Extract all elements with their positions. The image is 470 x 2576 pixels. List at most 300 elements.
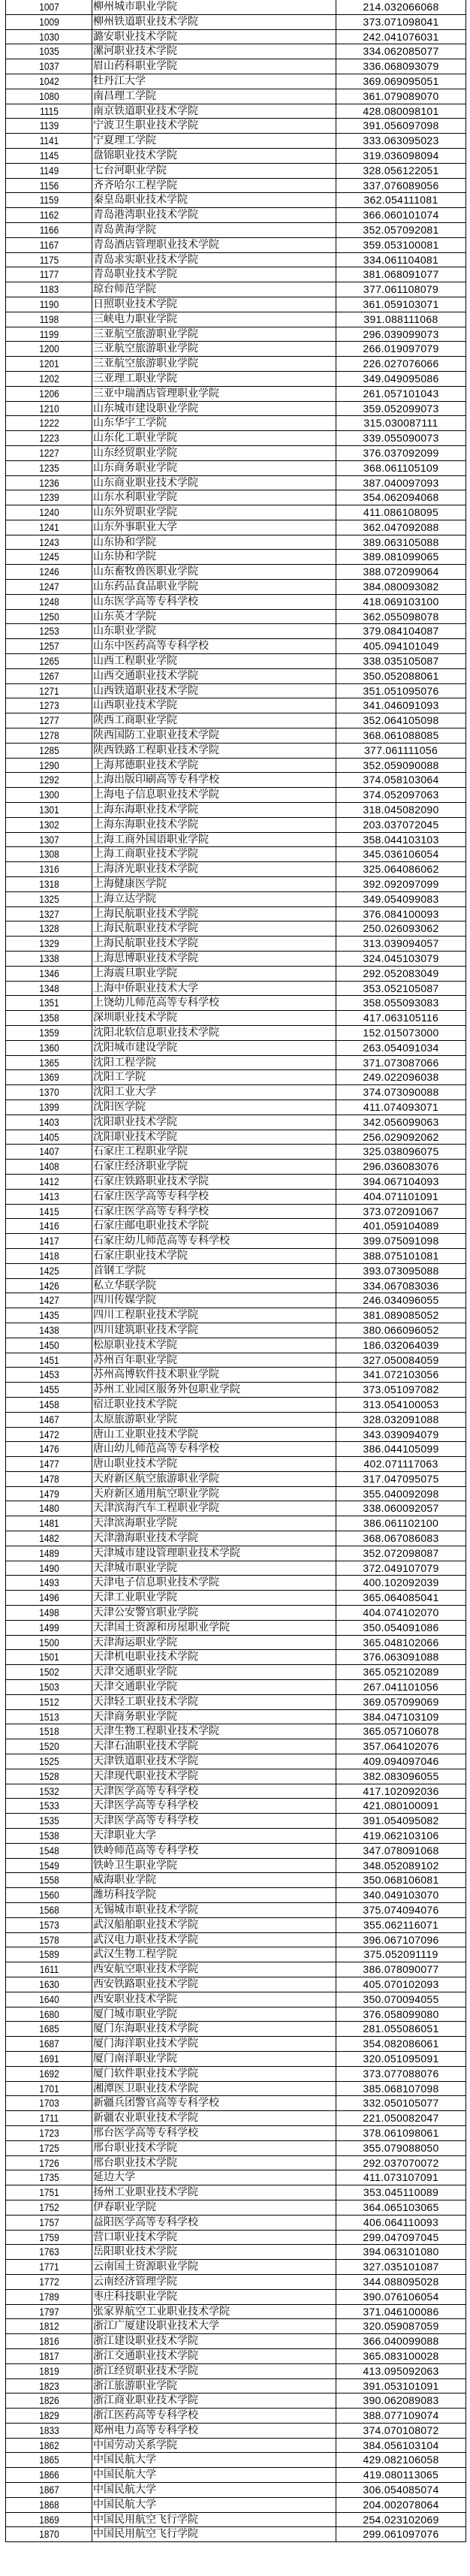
school-name-cell[interactable]: 三亚理工职业学院: [92, 371, 336, 386]
score-value-cell[interactable]: 394.067104093: [336, 1174, 466, 1189]
row-id-cell[interactable]: 1199: [12, 327, 86, 342]
score-value-cell[interactable]: 393.073095088: [336, 1263, 466, 1278]
score-value-cell[interactable]: 333.063095023: [336, 134, 466, 149]
row-id-cell[interactable]: 1438: [12, 1323, 86, 1338]
score-value-cell[interactable]: 376.063091088: [336, 1650, 466, 1665]
score-value-cell[interactable]: 317.047095075: [336, 1471, 466, 1486]
score-value-cell[interactable]: 334.062085077: [336, 44, 466, 59]
row-id-cell[interactable]: 1159: [12, 193, 86, 208]
school-name-cell[interactable]: 青岛黄海学院: [92, 222, 336, 237]
score-value-cell[interactable]: 418.069103100: [336, 594, 466, 609]
row-id-cell[interactable]: 1308: [12, 847, 86, 862]
school-name-cell[interactable]: 邢台职业技术学院: [92, 2140, 336, 2155]
score-value-cell[interactable]: 226.027076066: [336, 357, 466, 372]
row-id-cell[interactable]: 1797: [12, 2304, 86, 2319]
row-id-cell[interactable]: 1316: [12, 862, 86, 877]
school-name-cell[interactable]: 天津职业大学: [92, 1829, 336, 1844]
school-name-cell[interactable]: 营口职业技术学院: [92, 2230, 336, 2245]
score-value-cell[interactable]: 373.072091067: [336, 1204, 466, 1219]
score-value-cell[interactable]: 350.052088061: [336, 668, 466, 683]
score-value-cell[interactable]: 374.073090088: [336, 1085, 466, 1100]
score-value-cell[interactable]: 328.032091088: [336, 1412, 466, 1427]
row-id-cell[interactable]: 1691: [12, 2051, 86, 2066]
score-value-cell[interactable]: 338.060092057: [336, 1501, 466, 1516]
score-value-cell[interactable]: 388.075101081: [336, 1248, 466, 1263]
row-id-cell[interactable]: 1458: [12, 1397, 86, 1412]
row-id-cell[interactable]: 1477: [12, 1457, 86, 1472]
school-name-cell[interactable]: 邢台医学高等专科学校: [92, 2125, 336, 2140]
row-id-cell[interactable]: 1416: [12, 1219, 86, 1234]
score-value-cell[interactable]: 352.059090088: [336, 758, 466, 773]
score-value-cell[interactable]: 358.044103103: [336, 832, 466, 847]
school-name-cell[interactable]: 四川工程职业技术学院: [92, 1308, 336, 1323]
row-id-cell[interactable]: 1867: [12, 2483, 86, 2498]
school-name-cell[interactable]: 山东药品食品职业学院: [92, 580, 336, 595]
school-name-cell[interactable]: 中国民航大学: [92, 2497, 336, 2512]
row-id-cell[interactable]: 1493: [12, 1576, 86, 1591]
score-value-cell[interactable]: 292.052083049: [336, 966, 466, 981]
school-name-cell[interactable]: 张家界航空工业职业技术学院: [92, 2304, 336, 2319]
row-id-cell[interactable]: 1640: [12, 1992, 86, 2007]
row-id-cell[interactable]: 1789: [12, 2289, 86, 2304]
row-id-cell[interactable]: 1425: [12, 1263, 86, 1278]
school-name-cell[interactable]: 石家庄医学高等专科学校: [92, 1189, 336, 1204]
row-id-cell[interactable]: 1611: [12, 1962, 86, 1977]
row-id-cell[interactable]: 1503: [12, 1680, 86, 1695]
row-id-cell[interactable]: 1080: [12, 89, 86, 104]
score-value-cell[interactable]: 389.063105088: [336, 535, 466, 550]
score-value-cell[interactable]: 352.057092081: [336, 222, 466, 237]
school-name-cell[interactable]: 上海东海职业技术学院: [92, 817, 336, 832]
school-name-cell[interactable]: 潍坊科技学院: [92, 1888, 336, 1903]
row-id-cell[interactable]: 1630: [12, 1977, 86, 1992]
score-value-cell[interactable]: 350.068106081: [336, 1873, 466, 1888]
score-value-cell[interactable]: 354.082086061: [336, 2037, 466, 2052]
row-id-cell[interactable]: 1239: [12, 490, 86, 505]
score-value-cell[interactable]: 405.094101049: [336, 639, 466, 654]
row-id-cell[interactable]: 1816: [12, 2334, 86, 2349]
score-value-cell[interactable]: 402.071117063: [336, 1457, 466, 1472]
school-name-cell[interactable]: 天津轻工职业技术学院: [92, 1694, 336, 1709]
row-id-cell[interactable]: 1476: [12, 1442, 86, 1457]
school-name-cell[interactable]: 山西铁道职业技术学院: [92, 683, 336, 698]
school-name-cell[interactable]: 山东英才学院: [92, 609, 336, 624]
school-name-cell[interactable]: 唐山职业技术学院: [92, 1457, 336, 1472]
school-name-cell[interactable]: 山东化工职业学院: [92, 431, 336, 446]
row-id-cell[interactable]: 1141: [12, 134, 86, 149]
row-id-cell[interactable]: 1498: [12, 1606, 86, 1621]
score-value-cell[interactable]: 261.057101043: [336, 386, 466, 401]
score-value-cell[interactable]: 374.052097063: [336, 788, 466, 803]
school-name-cell[interactable]: 威海职业学院: [92, 1873, 336, 1888]
school-name-cell[interactable]: 山东水利职业学院: [92, 490, 336, 505]
score-value-cell[interactable]: 296.039099073: [336, 327, 466, 342]
score-value-cell[interactable]: 318.045082090: [336, 803, 466, 818]
row-id-cell[interactable]: 1417: [12, 1234, 86, 1249]
row-id-cell[interactable]: 1369: [12, 1070, 86, 1085]
school-name-cell[interactable]: 云南国土资源职业学院: [92, 2260, 336, 2275]
school-name-cell[interactable]: 天津现代职业技术学院: [92, 1769, 336, 1784]
score-value-cell[interactable]: 413.095092063: [336, 2363, 466, 2378]
score-value-cell[interactable]: 203.037072045: [336, 817, 466, 832]
score-value-cell[interactable]: 324.045103079: [336, 952, 466, 967]
row-id-cell[interactable]: 1589: [12, 1947, 86, 1962]
school-name-cell[interactable]: 天津公安警官职业学院: [92, 1606, 336, 1621]
score-value-cell[interactable]: 221.050082047: [336, 2111, 466, 2126]
row-id-cell[interactable]: 1210: [12, 401, 86, 416]
score-value-cell[interactable]: 362.047092088: [336, 520, 466, 535]
score-value-cell[interactable]: 359.052099073: [336, 401, 466, 416]
school-name-cell[interactable]: 西安铁路职业技术学院: [92, 1977, 336, 1992]
row-id-cell[interactable]: 1823: [12, 2378, 86, 2394]
score-value-cell[interactable]: 349.054099083: [336, 891, 466, 906]
row-id-cell[interactable]: 1772: [12, 2274, 86, 2289]
school-name-cell[interactable]: 石家庄铁路职业技术学院: [92, 1174, 336, 1189]
row-id-cell[interactable]: 1149: [12, 163, 86, 178]
school-name-cell[interactable]: 苏州工业园区服务外包职业学院: [92, 1383, 336, 1398]
score-value-cell[interactable]: 366.040099088: [336, 2334, 466, 2349]
score-value-cell[interactable]: 339.055090073: [336, 431, 466, 446]
row-id-cell[interactable]: 1478: [12, 1471, 86, 1486]
row-id-cell[interactable]: 1351: [12, 996, 86, 1011]
score-value-cell[interactable]: 417.102092036: [336, 1784, 466, 1799]
school-name-cell[interactable]: 上海民航职业技术学院: [92, 937, 336, 952]
row-id-cell[interactable]: 1035: [12, 44, 86, 59]
row-id-cell[interactable]: 1167: [12, 237, 86, 252]
score-value-cell[interactable]: 421.080100091: [336, 1799, 466, 1814]
score-value-cell[interactable]: 299.061097076: [336, 2527, 466, 2542]
score-value-cell[interactable]: 266.019097079: [336, 342, 466, 357]
school-name-cell[interactable]: 沈阳城市建设学院: [92, 1040, 336, 1055]
row-id-cell[interactable]: 1301: [12, 803, 86, 818]
score-value-cell[interactable]: 419.080113065: [336, 2468, 466, 2483]
school-name-cell[interactable]: 上饶幼儿师范高等专科学校: [92, 996, 336, 1011]
row-id-cell[interactable]: 1455: [12, 1383, 86, 1398]
school-name-cell[interactable]: 首钢工学院: [92, 1263, 336, 1278]
row-id-cell[interactable]: 1399: [12, 1099, 86, 1115]
row-id-cell[interactable]: 1533: [12, 1799, 86, 1814]
score-value-cell[interactable]: 350.070094055: [336, 1992, 466, 2007]
row-id-cell[interactable]: 1528: [12, 1769, 86, 1784]
row-id-cell[interactable]: 1703: [12, 2096, 86, 2111]
row-id-cell[interactable]: 1257: [12, 639, 86, 654]
score-value-cell[interactable]: 328.056122051: [336, 163, 466, 178]
score-value-cell[interactable]: 349.049095086: [336, 371, 466, 386]
row-id-cell[interactable]: 1327: [12, 906, 86, 922]
school-name-cell[interactable]: 秦皇岛职业技术学院: [92, 193, 336, 208]
row-id-cell[interactable]: 1250: [12, 609, 86, 624]
row-id-cell[interactable]: 1408: [12, 1160, 86, 1175]
row-id-cell[interactable]: 1278: [12, 728, 86, 744]
score-value-cell[interactable]: 340.049103070: [336, 1888, 466, 1903]
school-name-cell[interactable]: 柳州铁道职业技术学院: [92, 14, 336, 29]
school-name-cell[interactable]: 私立华联学院: [92, 1278, 336, 1293]
score-value-cell[interactable]: 384.056103104: [336, 2438, 466, 2453]
score-value-cell[interactable]: 352.064105098: [336, 713, 466, 728]
school-name-cell[interactable]: 四川传媒学院: [92, 1293, 336, 1308]
score-value-cell[interactable]: 394.063101080: [336, 2245, 466, 2260]
score-value-cell[interactable]: 368.061088085: [336, 728, 466, 744]
school-name-cell[interactable]: 山东中医药高等专科学校: [92, 639, 336, 654]
row-id-cell[interactable]: 1870: [12, 2527, 86, 2542]
row-id-cell[interactable]: 1359: [12, 1025, 86, 1040]
school-name-cell[interactable]: 上海电子信息职业技术学院: [92, 788, 336, 803]
school-name-cell[interactable]: 枣庄科技职业学院: [92, 2289, 336, 2304]
row-id-cell[interactable]: 1370: [12, 1085, 86, 1100]
school-name-cell[interactable]: 石家庄经济职业学院: [92, 1160, 336, 1175]
row-id-cell[interactable]: 1500: [12, 1635, 86, 1650]
row-id-cell[interactable]: 1480: [12, 1501, 86, 1516]
row-id-cell[interactable]: 1200: [12, 342, 86, 357]
score-value-cell[interactable]: 375.052091119: [336, 1947, 466, 1962]
school-name-cell[interactable]: 陕西工商职业学院: [92, 713, 336, 728]
school-name-cell[interactable]: 天津医学高等专科学校: [92, 1784, 336, 1799]
school-name-cell[interactable]: 漯河职业技术学院: [92, 44, 336, 59]
school-name-cell[interactable]: 浙江建设职业技术学院: [92, 2334, 336, 2349]
school-name-cell[interactable]: 山东商业职业技术学院: [92, 475, 336, 490]
row-id-cell[interactable]: 1413: [12, 1189, 86, 1204]
school-name-cell[interactable]: 中国民用航空飞行学院: [92, 2512, 336, 2527]
school-name-cell[interactable]: 唐山幼儿师范高等专科学校: [92, 1442, 336, 1457]
score-value-cell[interactable]: 381.089085052: [336, 1308, 466, 1323]
row-id-cell[interactable]: 1868: [12, 2497, 86, 2512]
row-id-cell[interactable]: 1243: [12, 535, 86, 550]
row-id-cell[interactable]: 1453: [12, 1368, 86, 1383]
row-id-cell[interactable]: 1365: [12, 1055, 86, 1070]
score-value-cell[interactable]: 373.051097082: [336, 1383, 466, 1398]
score-value-cell[interactable]: 315.030087111: [336, 416, 466, 431]
score-value-cell[interactable]: 376.084100093: [336, 906, 466, 922]
score-value-cell[interactable]: 428.080098101: [336, 104, 466, 119]
row-id-cell[interactable]: 1307: [12, 832, 86, 847]
score-value-cell[interactable]: 353.052105087: [336, 981, 466, 996]
row-id-cell[interactable]: 1300: [12, 788, 86, 803]
score-value-cell[interactable]: 364.065103065: [336, 2200, 466, 2215]
row-id-cell[interactable]: 1450: [12, 1338, 86, 1353]
school-name-cell[interactable]: 上海民航职业技术学院: [92, 922, 336, 937]
school-name-cell[interactable]: 天津城市职业学院: [92, 1561, 336, 1576]
school-name-cell[interactable]: 厦门城市职业学院: [92, 2007, 336, 2022]
row-id-cell[interactable]: 1833: [12, 2423, 86, 2438]
school-name-cell[interactable]: 扬州工业职业技术学院: [92, 2185, 336, 2200]
score-value-cell[interactable]: 387.040097093: [336, 475, 466, 490]
score-value-cell[interactable]: 355.079088050: [336, 2140, 466, 2155]
school-name-cell[interactable]: 山东协和学院: [92, 535, 336, 550]
score-value-cell[interactable]: 296.036083076: [336, 1160, 466, 1175]
school-name-cell[interactable]: 厦门东海职业技术学院: [92, 2022, 336, 2037]
row-id-cell[interactable]: 1751: [12, 2185, 86, 2200]
row-id-cell[interactable]: 1403: [12, 1115, 86, 1130]
score-value-cell[interactable]: 336.068093079: [336, 59, 466, 74]
row-id-cell[interactable]: 1223: [12, 431, 86, 446]
school-name-cell[interactable]: 浙江旅游职业学院: [92, 2378, 336, 2394]
school-name-cell[interactable]: 天津电子信息职业技术学院: [92, 1576, 336, 1591]
score-value-cell[interactable]: 361.059103071: [336, 297, 466, 312]
row-id-cell[interactable]: 1735: [12, 2170, 86, 2185]
score-value-cell[interactable]: 350.054091086: [336, 1620, 466, 1635]
row-id-cell[interactable]: 1558: [12, 1873, 86, 1888]
row-id-cell[interactable]: 1502: [12, 1665, 86, 1680]
school-name-cell[interactable]: 上海震旦职业学院: [92, 966, 336, 981]
score-value-cell[interactable]: 388.077109074: [336, 2409, 466, 2424]
row-id-cell[interactable]: 1771: [12, 2260, 86, 2275]
school-name-cell[interactable]: 武汉船舶职业技术学院: [92, 1917, 336, 1932]
school-name-cell[interactable]: 山东医学高等专科学校: [92, 594, 336, 609]
score-value-cell[interactable]: 347.078091068: [336, 1843, 466, 1858]
school-name-cell[interactable]: 天府新区航空旅游职业学院: [92, 1471, 336, 1486]
score-value-cell[interactable]: 390.076106054: [336, 2289, 466, 2304]
score-value-cell[interactable]: 345.036106054: [336, 847, 466, 862]
row-id-cell[interactable]: 1328: [12, 922, 86, 937]
row-id-cell[interactable]: 1829: [12, 2409, 86, 2424]
row-id-cell[interactable]: 1568: [12, 1903, 86, 1918]
school-name-cell[interactable]: 松原职业技术学院: [92, 1338, 336, 1353]
score-value-cell[interactable]: 375.074094076: [336, 1903, 466, 1918]
school-name-cell[interactable]: 盘锦职业技术学院: [92, 148, 336, 163]
school-name-cell[interactable]: 中国民航大学: [92, 2453, 336, 2468]
score-value-cell[interactable]: 378.061098061: [336, 2125, 466, 2140]
score-value-cell[interactable]: 281.055086051: [336, 2022, 466, 2037]
row-id-cell[interactable]: 1496: [12, 1591, 86, 1606]
school-name-cell[interactable]: 眉山药科职业学院: [92, 59, 336, 74]
school-name-cell[interactable]: 三亚航空旅游职业学院: [92, 342, 336, 357]
score-value-cell[interactable]: 365.064085041: [336, 1591, 466, 1606]
school-name-cell[interactable]: 上海思博职业技术学院: [92, 952, 336, 967]
score-value-cell[interactable]: 401.059104089: [336, 1219, 466, 1234]
school-name-cell[interactable]: 三亚航空旅游职业学院: [92, 357, 336, 372]
row-id-cell[interactable]: 1290: [12, 758, 86, 773]
school-name-cell[interactable]: 武汉电力职业技术学院: [92, 1932, 336, 1947]
row-id-cell[interactable]: 1501: [12, 1650, 86, 1665]
score-value-cell[interactable]: 341.046091093: [336, 698, 466, 713]
school-name-cell[interactable]: 上海中侨职业技术大学: [92, 981, 336, 996]
row-id-cell[interactable]: 1236: [12, 475, 86, 490]
score-value-cell[interactable]: 391.088111068: [336, 312, 466, 327]
school-name-cell[interactable]: 石家庄幼儿师范高等专科学校: [92, 1234, 336, 1249]
school-name-cell[interactable]: 石家庄工程职业学院: [92, 1145, 336, 1160]
score-value-cell[interactable]: 256.029092062: [336, 1130, 466, 1145]
school-name-cell[interactable]: 山西交通职业技术学院: [92, 668, 336, 683]
school-name-cell[interactable]: 陕西国防工业职业技术学院: [92, 728, 336, 744]
school-name-cell[interactable]: 西安航空职业技术学院: [92, 1962, 336, 1977]
school-name-cell[interactable]: 天津机电职业技术学院: [92, 1650, 336, 1665]
score-value-cell[interactable]: 359.053100081: [336, 237, 466, 252]
score-value-cell[interactable]: 369.057099069: [336, 1694, 466, 1709]
school-name-cell[interactable]: 山西工程职业学院: [92, 654, 336, 669]
row-id-cell[interactable]: 1752: [12, 2200, 86, 2215]
score-value-cell[interactable]: 386.044105099: [336, 1442, 466, 1457]
school-name-cell[interactable]: 厦门南洋职业学院: [92, 2051, 336, 2066]
school-name-cell[interactable]: 石家庄医学高等专科学校: [92, 1204, 336, 1219]
score-value-cell[interactable]: 362.054111081: [336, 193, 466, 208]
school-name-cell[interactable]: 柳州城市职业学院: [92, 0, 336, 14]
row-id-cell[interactable]: 1265: [12, 654, 86, 669]
row-id-cell[interactable]: 1302: [12, 817, 86, 832]
school-name-cell[interactable]: 天津医学高等专科学校: [92, 1814, 336, 1829]
school-name-cell[interactable]: 天津石油职业技术学院: [92, 1739, 336, 1754]
row-id-cell[interactable]: 1360: [12, 1040, 86, 1055]
row-id-cell[interactable]: 1481: [12, 1516, 86, 1531]
row-id-cell[interactable]: 1512: [12, 1694, 86, 1709]
school-name-cell[interactable]: 湘潭医卫职业技术学院: [92, 2081, 336, 2096]
school-name-cell[interactable]: 新疆兵团警官高等专科学校: [92, 2096, 336, 2111]
row-id-cell[interactable]: 1202: [12, 371, 86, 386]
score-value-cell[interactable]: 254.023102069: [336, 2512, 466, 2527]
row-id-cell[interactable]: 1348: [12, 981, 86, 996]
school-name-cell[interactable]: 上海立达学院: [92, 891, 336, 906]
school-name-cell[interactable]: 沈阳医学院: [92, 1099, 336, 1115]
score-value-cell[interactable]: 353.045110089: [336, 2185, 466, 2200]
score-value-cell[interactable]: 386.061102100: [336, 1516, 466, 1531]
school-name-cell[interactable]: 中国民用航空飞行学院: [92, 2527, 336, 2542]
score-value-cell[interactable]: 319.036098094: [336, 148, 466, 163]
score-value-cell[interactable]: 382.083096055: [336, 1769, 466, 1784]
row-id-cell[interactable]: 1525: [12, 1754, 86, 1769]
school-name-cell[interactable]: 苏州百年职业学院: [92, 1353, 336, 1368]
score-value-cell[interactable]: 355.062116071: [336, 1917, 466, 1932]
score-value-cell[interactable]: 377.061108079: [336, 282, 466, 297]
row-id-cell[interactable]: 1240: [12, 505, 86, 520]
school-name-cell[interactable]: 上海出版印刷高等专科学校: [92, 773, 336, 788]
row-id-cell[interactable]: 1427: [12, 1293, 86, 1308]
score-value-cell[interactable]: 313.054100053: [336, 1397, 466, 1412]
school-name-cell[interactable]: 山东经贸职业学院: [92, 445, 336, 460]
score-value-cell[interactable]: 371.073087066: [336, 1055, 466, 1070]
school-name-cell[interactable]: 沈阳职业技术学院: [92, 1130, 336, 1145]
score-value-cell[interactable]: 358.055093083: [336, 996, 466, 1011]
score-value-cell[interactable]: 376.037092099: [336, 445, 466, 460]
score-value-cell[interactable]: 385.068107098: [336, 2081, 466, 2096]
row-id-cell[interactable]: 1520: [12, 1739, 86, 1754]
score-value-cell[interactable]: 365.052102089: [336, 1665, 466, 1680]
row-id-cell[interactable]: 1273: [12, 698, 86, 713]
score-value-cell[interactable]: 368.067086083: [336, 1531, 466, 1546]
school-name-cell[interactable]: 天津医学高等专科学校: [92, 1799, 336, 1814]
score-value-cell[interactable]: 341.072103056: [336, 1368, 466, 1383]
score-value-cell[interactable]: 371.046100086: [336, 2304, 466, 2319]
school-name-cell[interactable]: 西安职业技术学院: [92, 1992, 336, 2007]
row-id-cell[interactable]: 1139: [12, 119, 86, 134]
row-id-cell[interactable]: 1726: [12, 2155, 86, 2170]
score-value-cell[interactable]: 391.056097098: [336, 119, 466, 134]
score-value-cell[interactable]: 332.050105077: [336, 2096, 466, 2111]
row-id-cell[interactable]: 1248: [12, 594, 86, 609]
row-id-cell[interactable]: 1549: [12, 1858, 86, 1873]
row-id-cell[interactable]: 1865: [12, 2453, 86, 2468]
school-name-cell[interactable]: 云南经济管理学院: [92, 2274, 336, 2289]
school-name-cell[interactable]: 中国民航大学: [92, 2483, 336, 2498]
school-name-cell[interactable]: 天津滨海汽车工程职业学院: [92, 1501, 336, 1516]
school-name-cell[interactable]: 牡丹江大学: [92, 74, 336, 89]
row-id-cell[interactable]: 1407: [12, 1145, 86, 1160]
row-id-cell[interactable]: 1412: [12, 1174, 86, 1189]
row-id-cell[interactable]: 1245: [12, 550, 86, 565]
school-name-cell[interactable]: 延边大学: [92, 2170, 336, 2185]
row-id-cell[interactable]: 1518: [12, 1724, 86, 1739]
row-id-cell[interactable]: 1246: [12, 565, 86, 580]
row-id-cell[interactable]: 1253: [12, 624, 86, 639]
school-name-cell[interactable]: 浙江交通职业技术学院: [92, 2348, 336, 2363]
row-id-cell[interactable]: 1177: [12, 267, 86, 282]
score-value-cell[interactable]: 343.039094079: [336, 1427, 466, 1442]
row-id-cell[interactable]: 1763: [12, 2245, 86, 2260]
row-id-cell[interactable]: 1862: [12, 2438, 86, 2453]
score-value-cell[interactable]: 384.080093082: [336, 580, 466, 595]
row-id-cell[interactable]: 1711: [12, 2111, 86, 2126]
school-name-cell[interactable]: 山东职业学院: [92, 624, 336, 639]
school-name-cell[interactable]: 沈阳工学院: [92, 1070, 336, 1085]
row-id-cell[interactable]: 1241: [12, 520, 86, 535]
